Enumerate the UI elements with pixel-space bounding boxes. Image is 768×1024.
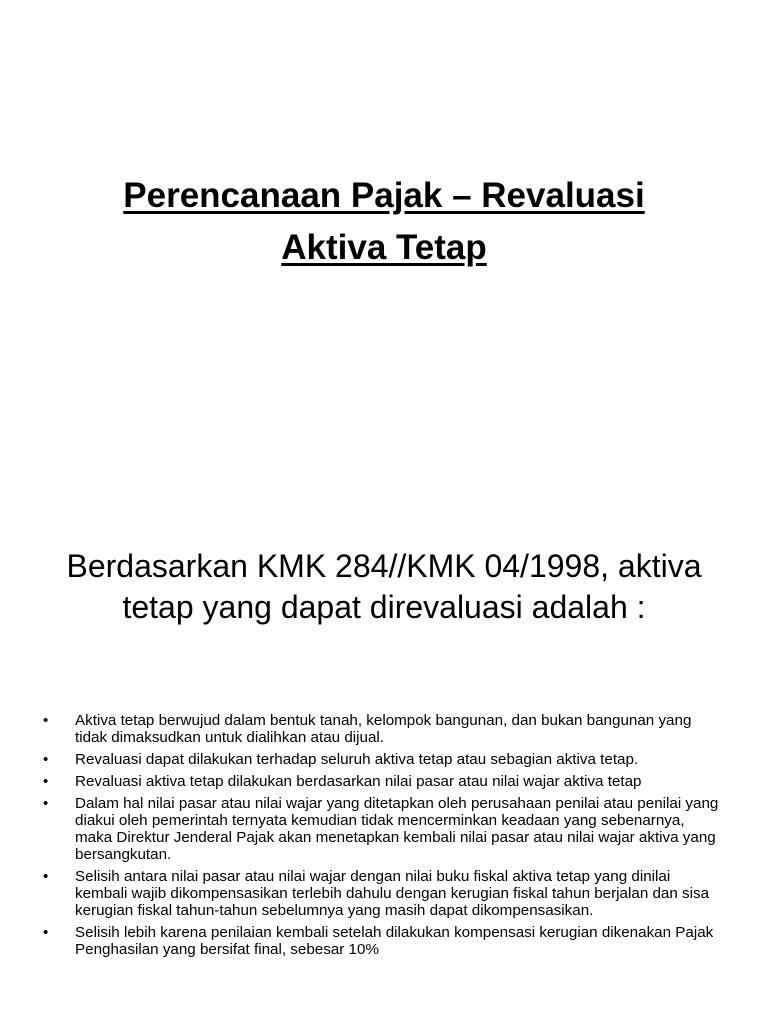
slide-subtitle: Berdasarkan KMK 284//KMK 04/1998, aktiva tetap yang dapat direvaluasi adalah :	[66, 548, 702, 625]
subtitle-region	[40, 548, 728, 698]
bullet-icon: •	[43, 773, 49, 790]
list-item	[40, 712, 724, 746]
bullet-list	[40, 712, 724, 963]
list-item	[40, 773, 724, 790]
bullet-icon: •	[43, 924, 49, 941]
slide-title-line-2: Aktiva Tetap	[281, 228, 487, 267]
slide-title-line-1: Perencanaan Pajak – Revaluasi	[123, 176, 645, 215]
slide-title	[60, 170, 708, 274]
list-item-text: Aktiva tetap berwujud dalam bentuk tanah, kelompok bangunan, dan bukan bangunan yang tidak dimaksudkan untuk dialihkan atau dijual.	[75, 712, 692, 746]
list-item	[40, 868, 724, 919]
list-item-text: Selisih antara nilai pasar atau nilai wajar dengan nilai buku fiskal aktiva tetap yang dinilai kembali wajib dikompensasikan terlebih dahulu dengan kerugian fiskal tahun berjalan dan sisa kerugian fiskal tahun-tahun sebelumnya yang masih dapat dikompensasikan.	[75, 868, 710, 919]
list-item-text: Revaluasi aktiva tetap dilakukan berdasarkan nilai pasar atau nilai wajar aktiva tetap	[75, 773, 642, 790]
list-item-text: Dalam hal nilai pasar atau nilai wajar yang ditetapkan oleh perusahaan penilai atau penilai yang diakui oleh pemerintah ternyata kemudian tidak mencerminkan keadaan yang sebenarnya, maka Direktur Jenderal Pajak akan menetapkan kembali nilai pasar atau nilai wajar aktiva yang bersangkutan.	[75, 795, 719, 863]
list-item	[40, 751, 724, 768]
bullet-icon: •	[43, 795, 49, 812]
bullet-icon: •	[43, 868, 49, 885]
list-item	[40, 795, 724, 863]
list-item	[40, 924, 724, 958]
bullet-icon: •	[43, 751, 49, 768]
list-item-text: Revaluasi dapat dilakukan terhadap seluruh aktiva tetap atau sebagian aktiva tetap.	[75, 751, 639, 768]
bullet-icon: •	[43, 712, 49, 729]
list-item-text: Selisih lebih karena penilaian kembali setelah dilakukan kompensasi kerugian dikenakan Pajak Penghasilan yang bersifat final, sebesar 10%	[75, 924, 714, 958]
